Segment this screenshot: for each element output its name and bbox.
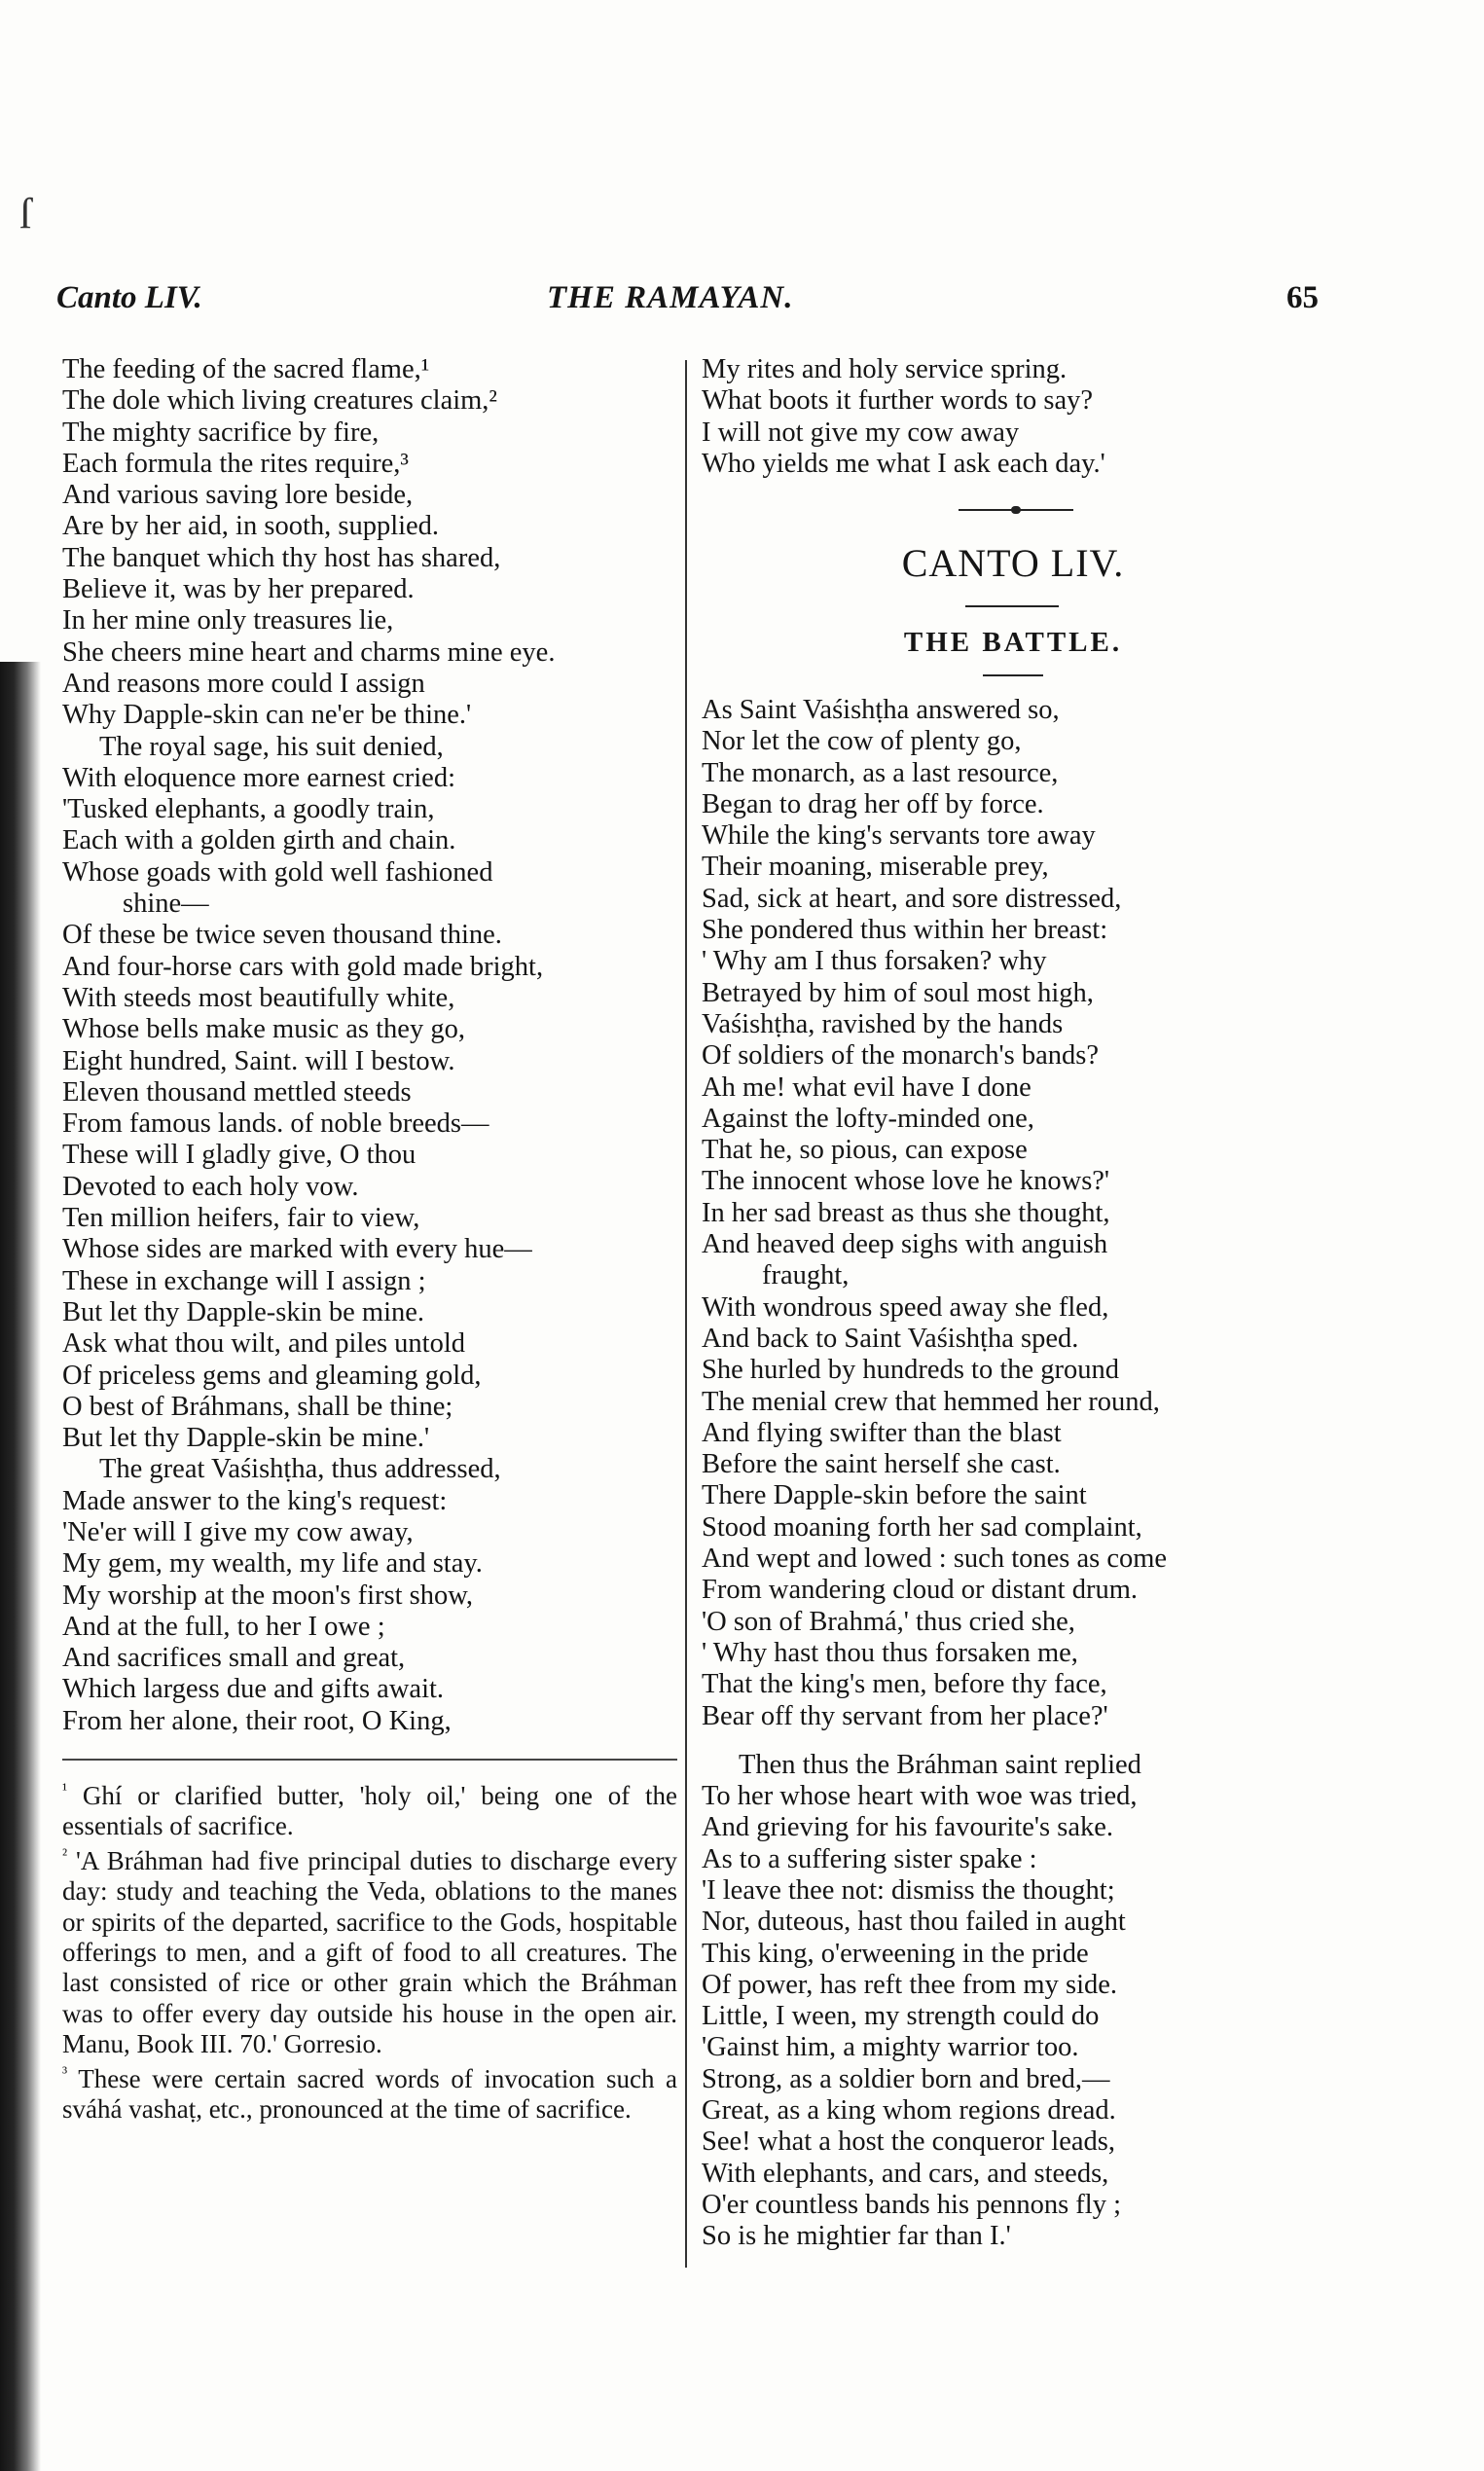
verse-line: Why Dapple-skin can ne'er be thine.' — [62, 700, 472, 731]
running-header-title: THE RAMAYAN. — [547, 280, 794, 315]
verse-line: And back to Saint Vaśishṭha sped. — [702, 1323, 1079, 1354]
verse-line: The feeding of the sacred flame,¹ — [62, 354, 430, 384]
footnote-3: $^{^3}$ These were certain sacred words of invocation such a sváhá vashaṭ, etc., pronounced at the time of sacrifice. — [62, 2062, 678, 2125]
verse-line: And four-horse cars with gold made bright, — [62, 951, 544, 982]
verse-line: The mighty sacrifice by fire, — [62, 417, 380, 448]
verse-line: Then thus the Bráhman saint replied — [739, 1749, 1141, 1780]
verse-line: I will not give my cow away — [702, 417, 1020, 448]
left-column-verse — [62, 354, 675, 1737]
verse-line: And flying swifter than the blast — [702, 1417, 1062, 1448]
verse-line: ' Why am I thus forsaken? why — [702, 946, 1047, 977]
verse-line: To her whose heart with woe was tried, — [702, 1781, 1138, 1812]
verse-line: The innocent whose love he knows?' — [702, 1166, 1110, 1197]
footnote-2: $^{^2}$ 'A Bráhman had five principal duties to discharge every day: study and teaching the Veda, oblations to the manes or spirits of the departed, sacrifice to the Gods, hospitable offerings to men, and a gift of food to all creatures. The last consisted of rice or other grain which the Bráhman was to offer every day outside his house in the open air. Manu, Book III. 70.' Gorresio. — [62, 1844, 678, 2059]
verse-line: And heaved deep sighs with anguish — [702, 1229, 1108, 1260]
verse-line: Against the lofty-minded one, — [702, 1103, 1034, 1134]
verse-line: O'er countless bands his pennons fly ; — [702, 2189, 1121, 2220]
verse-line: Betrayed by him of soul most high, — [702, 977, 1094, 1008]
verse-line: In her sad breast as thus she thought, — [702, 1197, 1110, 1228]
verse-line: Ten million heifers, fair to view, — [62, 1203, 420, 1234]
section-ornament — [959, 508, 1073, 512]
verse-line: 'Ne'er will I give my cow away, — [62, 1516, 414, 1547]
verse-line: See! what a host the conqueror leads, — [702, 2126, 1115, 2158]
footnotes — [62, 1781, 677, 2125]
margin-mark: ſ — [19, 190, 32, 237]
verse-line: She hurled by hundreds to the ground — [702, 1355, 1120, 1386]
verse-line: Eleven thousand mettled steeds — [62, 1076, 412, 1108]
verse-line: Nor, duteous, hast thou failed in aught — [702, 1907, 1126, 1938]
verse-line: 'I leave thee not: dismiss the thought; — [702, 1874, 1115, 1906]
verse-line: The monarch, as a last resource, — [702, 757, 1059, 788]
verse-line: Whose bells make music as they go, — [62, 1014, 465, 1045]
verse-line: My rites and holy service spring. — [702, 354, 1068, 384]
verse-line: Each with a golden girth and chain. — [62, 825, 456, 856]
title-rule — [965, 605, 1059, 607]
verse-line: Great, as a king whom regions dread. — [702, 2095, 1116, 2126]
verse-line: Little, I ween, my strength could do — [702, 2001, 1100, 2032]
verse-line: Ask what thou wilt, and piles untold — [62, 1328, 466, 1360]
verse-line: Whose goads with gold well fashioned — [62, 856, 493, 888]
right-column-verse — [702, 695, 1324, 2253]
verse-line: These in exchange will I assign ; — [62, 1265, 426, 1296]
verse-line: O best of Bráhmans, shall be thine; — [62, 1391, 453, 1422]
verse-line: Are by her aid, in sooth, supplied. — [62, 511, 440, 542]
verse-line: Of soldiers of the monarch's bands? — [702, 1040, 1099, 1072]
verse-line: 'O son of Brahmá,' thus cried she, — [702, 1606, 1075, 1637]
canto-subtitle: THE BATTLE. — [903, 627, 1123, 658]
verse-line: So is he mightier far than I.' — [702, 2221, 1011, 2252]
verse-line: She pondered thus within her breast: — [702, 915, 1108, 946]
verse-line: With eloquence more earnest cried: — [62, 762, 455, 793]
verse-line: Each formula the rites require,³ — [62, 448, 409, 479]
verse-line: Which largess due and gifts await. — [62, 1674, 445, 1705]
canto-title: CANTO LIV. — [901, 541, 1125, 585]
verse-line: In her mine only treasures lie, — [62, 605, 394, 636]
running-header-canto: Canto LIV. — [56, 280, 202, 315]
verse-line: As Saint Vaśishṭha answered so, — [702, 695, 1060, 725]
verse-line: She cheers mine heart and charms mine eye. — [62, 636, 556, 668]
verse-line: And at the full, to her I owe ; — [62, 1611, 385, 1642]
verse-line: With elephants, and cars, and steeds, — [702, 2158, 1109, 2189]
verse-line: Of priceless gems and gleaming gold, — [62, 1360, 482, 1391]
verse-line: Stood moaning forth her sad complaint, — [702, 1511, 1142, 1543]
verse-line: And wept and lowed : such tones as come — [702, 1544, 1168, 1575]
verse-line: Of these be twice seven thousand thine. — [62, 920, 502, 951]
verse-line: The banquet which thy host has shared, — [62, 542, 501, 573]
verse-line: There Dapple-skin before the saint — [702, 1480, 1087, 1511]
verse-line: And sacrifices small and great, — [62, 1643, 406, 1674]
verse-line: Vaśishṭha, ravished by the hands — [702, 1008, 1064, 1039]
verse-line: While the king's servants tore away — [702, 820, 1096, 852]
verse-line: My worship at the moon's first show, — [62, 1580, 474, 1611]
verse-line: Before the saint herself she cast. — [702, 1449, 1061, 1480]
verse-line: That the king's men, before thy face, — [702, 1669, 1107, 1700]
verse-line: The great Vaśishṭha, thus addressed, — [99, 1454, 501, 1485]
verse-line: Strong, as a soldier born and bred,— — [702, 2063, 1110, 2094]
page-number: 65 — [1286, 280, 1319, 315]
verse-line: Began to drag her off by force. — [702, 788, 1044, 819]
verse-line: With wondrous speed away she fled, — [702, 1291, 1109, 1323]
verse-line: And various saving lore beside, — [62, 480, 414, 511]
verse-line: What boots it further words to say? — [702, 385, 1094, 417]
verse-line: The dole which living creatures claim,² — [62, 385, 497, 417]
verse-line: Believe it, was by her prepared. — [62, 574, 415, 605]
verse-line: But let thy Dapple-skin be mine.' — [62, 1423, 430, 1454]
subtitle-rule — [983, 674, 1043, 676]
verse-line: The royal sage, his suit denied, — [99, 731, 444, 762]
verse-line: Eight hundred, Saint. will I bestow. — [62, 1045, 455, 1076]
verse-line: ' Why hast thou thus forsaken me, — [702, 1637, 1078, 1668]
verse-line: Sad, sick at heart, and sore distressed, — [702, 883, 1122, 914]
column-divider — [685, 360, 687, 2268]
verse-line: That he, so pious, can expose — [702, 1135, 1028, 1166]
verse-line: 'Tusked elephants, a goodly train, — [62, 794, 435, 825]
verse-line: And grieving for his favourite's sake. — [702, 1812, 1114, 1843]
scan-binding-shadow — [0, 662, 41, 2471]
verse-line: And reasons more could I assign — [62, 668, 425, 699]
verse-line: fraught, — [762, 1260, 850, 1291]
footnote-rule — [62, 1759, 677, 1761]
verse-line: With steeds most beautifully white, — [62, 982, 455, 1013]
verse-line: The menial crew that hemmed her round, — [702, 1386, 1160, 1417]
verse-line: Who yields me what I ask each day.' — [702, 448, 1105, 479]
verse-line: Ah me! what evil have I done — [702, 1072, 1032, 1103]
verse-line: Of power, has reft thee from my side. — [702, 1969, 1118, 2000]
verse-line: Whose sides are marked with every hue— — [62, 1234, 532, 1265]
verse-line: Their moaning, miserable prey, — [702, 852, 1049, 883]
verse-line: This king, o'erweening in the pride — [702, 1938, 1089, 1969]
verse-line: Made answer to the king's request: — [62, 1485, 448, 1516]
verse-line: From wandering cloud or distant drum. — [702, 1575, 1139, 1606]
verse-line: shine— — [123, 889, 209, 920]
verse-line: 'Gainst him, a mighty warrior too. — [702, 2032, 1079, 2063]
verse-line: My gem, my wealth, my life and stay. — [62, 1548, 483, 1580]
footnote-1: $^{^1}$ Ghí or clarified butter, 'holy oil,' being one of the essentials of sacrifice. — [62, 1780, 678, 1841]
verse-line: But let thy Dapple-skin be mine. — [62, 1296, 425, 1327]
verse-line: Bear off thy servant from her place?' — [702, 1700, 1108, 1731]
verse-line: Nor let the cow of plenty go, — [702, 726, 1022, 757]
verse-line: From her alone, their root, O King, — [62, 1705, 452, 1736]
verse-line: As to a suffering sister spake : — [702, 1843, 1037, 1874]
verse-line: Devoted to each holy vow. — [62, 1171, 359, 1202]
verse-line: From famous lands. of noble breeds— — [62, 1108, 489, 1140]
right-column-verse-top — [702, 354, 1324, 480]
verse-line: These will I gladly give, O thou — [62, 1140, 416, 1171]
